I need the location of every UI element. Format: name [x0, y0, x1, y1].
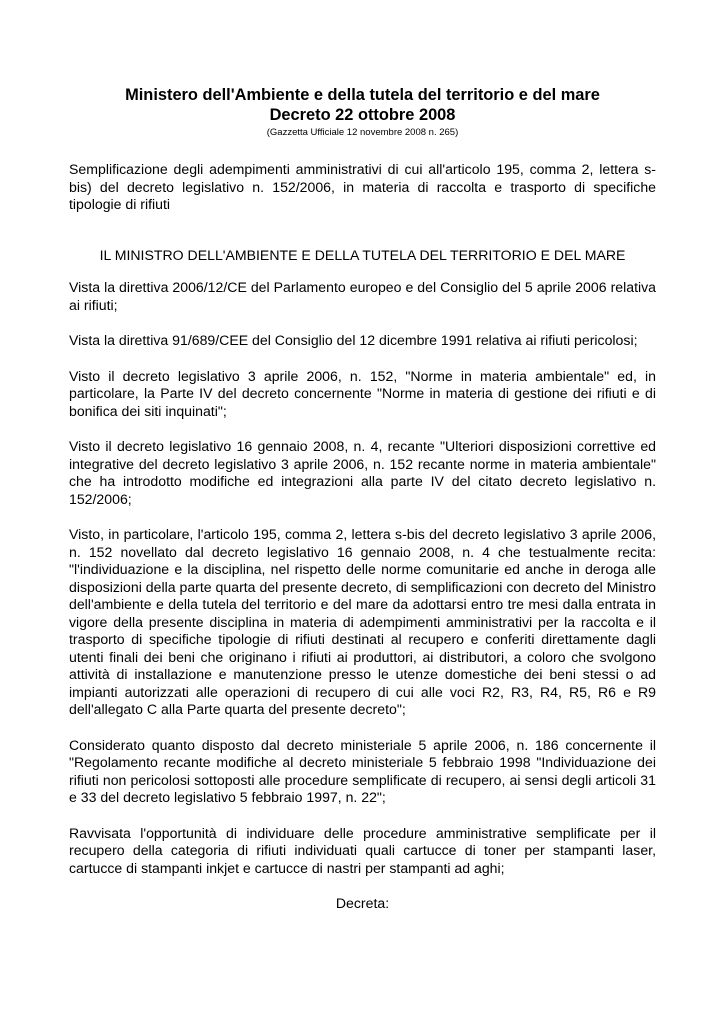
preamble-paragraph: Vista la direttiva 91/689/CEE del Consiglio del 12 dicembre 1991 relativa ai rifiuti pericolosi; [69, 332, 638, 348]
document-title [69, 0, 656, 125]
title-decree: Decreto 22 ottobre 2008 [269, 106, 456, 124]
preamble-paragraph: Ravvisata l'opportunità di individuare delle procedure amministrative semplificate per il recupero della categoria di rifiuti individuati quali cartucce di toner per stampanti laser, cartucce di stampanti inkjet e cartucce di nastri per stampanti ad aghi; [69, 824, 656, 876]
title-ministry: Ministero dell'Ambiente e della tutela del territorio e del mare [125, 86, 600, 104]
decree-subject: Semplificazione degli adempimenti amministrativi di cui all'articolo 195, comma 2, lettera s-bis) del decreto legislativo n. 152/2006, in materia di raccolta e trasporto di specifiche tipologie di rifiuti [69, 161, 656, 212]
minister-heading: IL MINISTRO DELL'AMBIENTE E DELLA TUTELA DEL TERRITORIO E DEL MARE [99, 246, 626, 263]
preamble-paragraph: Considerato quanto disposto dal decreto ministeriale 5 aprile 2006, n. 186 concernente il "Regolamento recante modifiche al decreto ministeriale 5 febbraio 1998 "Individuazione dei rifiuti non pericolosi sottoposti alle procedure semplificate di recupero, ai sensi degli articoli 31 e 33 del decreto legislativo 5 febbraio 1997, n. 22"; [69, 736, 656, 805]
preamble-paragraph: Visto il decreto legislativo 16 gennaio 2008, n. 4, recante "Ulteriori disposizioni correttive ed integrative del decreto legislativo 3 aprile 2006, n. 152 recante norme in materia ambientale" che ha introdotto modifiche ed integrazioni alla parte IV del citato decreto legislativo n. 152/2006; [69, 438, 656, 507]
preamble-paragraph: Visto, in particolare, l'articolo 195, comma 2, lettera s-bis del decreto legislativo 3 aprile 2006, n. 152 novellato dal decreto legislativo 16 gennaio 2008, n. 4 che testualmente recita: "l'individuazione e la disciplina, nel rispetto delle norme comunitarie ed anche in deroga alle disposizioni della parte quarta del presente decreto, di semplificazioni con decreto del Ministro dell'ambiente e della tutela del territorio e del mare da adottarsi entro tre mesi dalla entrata in vigore della presente disciplina in materia di adempimenti amministrativi per la raccolta e il trasporto di specifiche tipologie di rifiuti destinati al recupero e conferiti direttamente dagli utenti finali dei beni che originano i rifiuti ai produttori, ai distributori, a coloro che svolgono attività di installazione e manutenzione presso le utenze domestiche dei beni stessi o ad impianti autorizzati alle operazioni di recupero di cui alle voci R2, R3, R4, R5, R6 e R9 dell'allegato C alla Parte quarta del presente decreto"; [69, 526, 656, 717]
decreta-closing: Decreta: [335, 895, 390, 911]
preamble-paragraph: Vista la direttiva 2006/12/CE del Parlamento europeo e del Consiglio del 5 aprile 2006 relativa ai rifiuti; [69, 279, 656, 313]
preamble-paragraph: Visto il decreto legislativo 3 aprile 2006, n. 152, "Norme in materia ambientale" ed, in particolare, la Parte IV del decreto concernente "Norme in materia di gestione dei rifiuti e di bonifica dei siti inquinati"; [69, 367, 656, 419]
gazzetta-reference: (Gazzetta Ufficiale 12 novembre 2008 n. 265) [266, 127, 459, 138]
